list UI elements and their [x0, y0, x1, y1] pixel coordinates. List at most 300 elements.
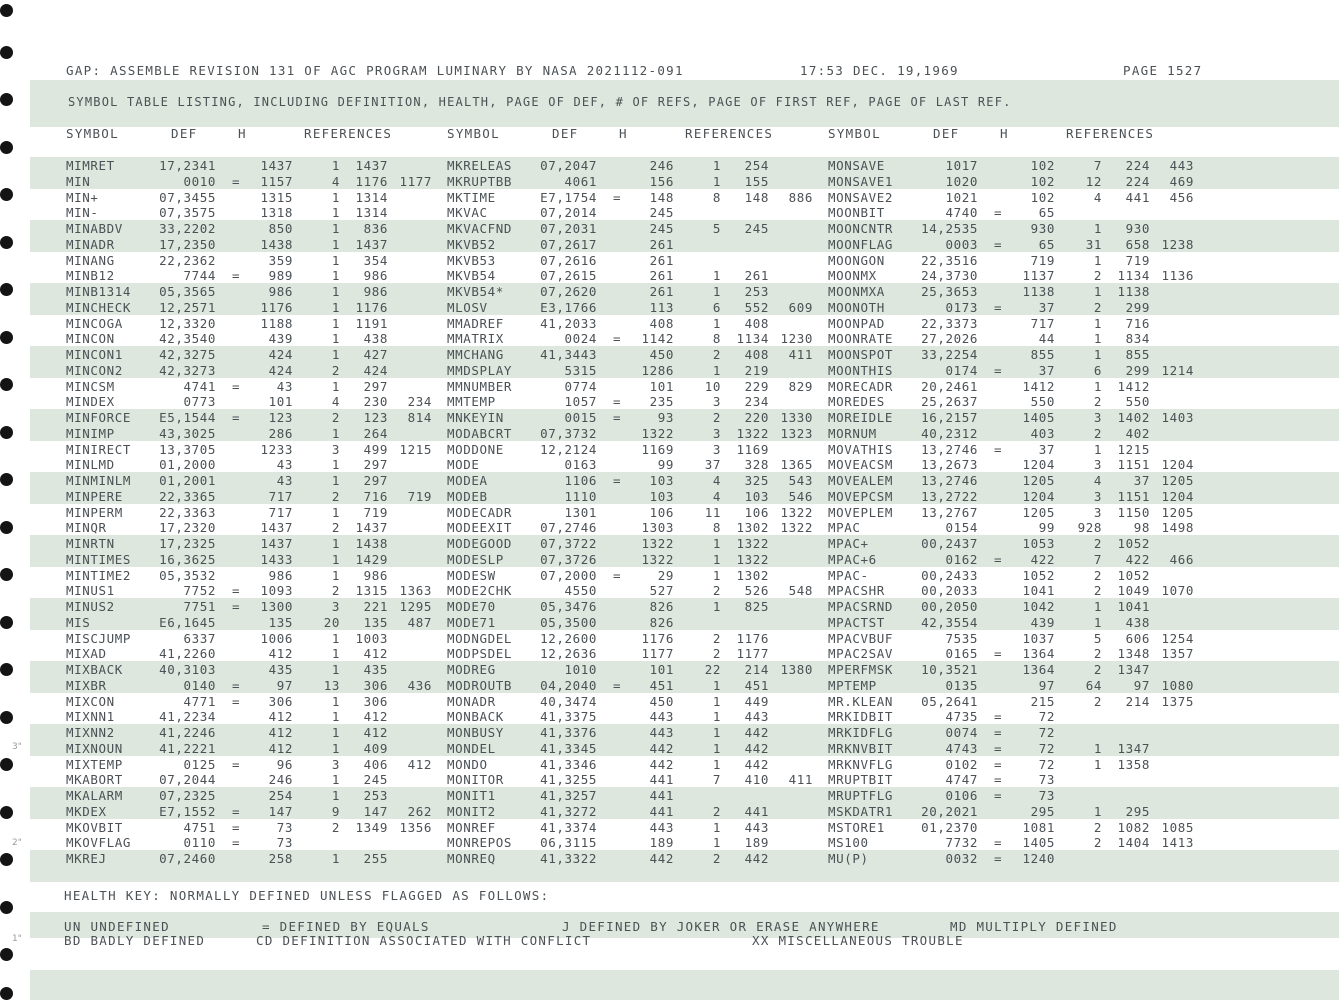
- first-ref-cell: [725, 615, 769, 630]
- definition-cell: 33,2254: [921, 347, 978, 362]
- first-ref-cell: 408: [744, 347, 769, 362]
- symbol-cell: MODROUTB: [447, 677, 513, 693]
- page-title: GAP: ASSEMBLE REVISION 131 OF AGC PROGRAM LUMINARY BY NASA 2021112-091: [66, 63, 684, 78]
- first-ref-cell: 328: [744, 457, 769, 473]
- health-cell: [994, 347, 1008, 362]
- symbol-cell: MONADR: [447, 693, 496, 709]
- definition-cell: 05,3476: [540, 599, 597, 614]
- ref-count-cell: 2: [1093, 567, 1102, 583]
- health-cell: [613, 741, 627, 756]
- first-ref-cell: 1176: [355, 299, 388, 315]
- ref-count-cell: 2: [1093, 299, 1102, 315]
- feed-hole-icon: [0, 331, 13, 344]
- first-ref-cell: 1314: [355, 189, 388, 205]
- last-ref-cell: 1375: [1161, 693, 1194, 709]
- def-column-header: DEF: [933, 126, 960, 141]
- health-cell: [613, 174, 627, 189]
- symbol-cell: MPAC+: [828, 536, 869, 551]
- symbol-cell: MINCON1: [66, 347, 123, 362]
- ref-count-cell: 11: [704, 504, 721, 520]
- definition-cell: 0106: [945, 788, 978, 803]
- health-key-un: UN UNDEFINED: [64, 919, 170, 934]
- last-ref-cell: [1152, 221, 1194, 236]
- first-ref-cell: 299: [1125, 299, 1150, 315]
- def-page-cell: 189: [649, 835, 674, 851]
- last-ref-cell: 814: [407, 410, 432, 425]
- symbol-cell: MODEB: [447, 488, 488, 504]
- first-ref-cell: 224: [1125, 158, 1150, 173]
- def-page-cell: 72: [1038, 756, 1055, 772]
- symbol-cell: MPTEMP: [828, 677, 877, 693]
- ref-count-cell: 1: [331, 473, 340, 488]
- symbol-cell: MIXTEMP: [66, 756, 123, 772]
- health-cell: [994, 489, 1008, 504]
- ref-count-cell: 1: [712, 740, 721, 756]
- first-ref-cell: 1134: [1117, 268, 1150, 284]
- references-column-header: REFERENCES: [304, 126, 393, 141]
- first-ref-cell: 834: [1125, 331, 1150, 347]
- def-page-cell: 1188: [260, 315, 293, 331]
- definition-cell: 22,2362: [159, 252, 216, 268]
- health-key-bd: BD BADLY DEFINED: [64, 933, 206, 948]
- def-page-cell: 1204: [1022, 457, 1055, 473]
- first-ref-cell: 37: [1133, 473, 1150, 488]
- health-cell: =: [994, 835, 1003, 851]
- first-ref-cell: 1215: [1117, 441, 1150, 457]
- symbol-cell: MINCON: [66, 331, 115, 347]
- last-ref-cell: [390, 221, 432, 236]
- def-page-cell: 215: [1030, 693, 1055, 709]
- def-page-cell: 254: [268, 788, 293, 803]
- last-ref-cell: [390, 536, 432, 551]
- symbol-cell: MKVB54: [447, 268, 496, 284]
- listing-subtitle: SYMBOL TABLE LISTING, INCLUDING DEFINITION, HEALTH, PAGE OF DEF, # OF REFS, PAGE OF FIRST REF, PAGE OF LAST REF.: [68, 95, 1012, 109]
- first-ref-cell: 716: [363, 488, 388, 504]
- health-cell: [232, 725, 246, 740]
- definition-cell: 7535: [945, 630, 978, 646]
- def-page-cell: 1364: [1022, 662, 1055, 677]
- last-ref-cell: 262: [407, 803, 432, 819]
- symbol-column-header: SYMBOL: [828, 126, 881, 141]
- health-cell: =: [994, 362, 1003, 378]
- definition-cell: 1021: [945, 189, 978, 205]
- first-ref-cell: 412: [363, 646, 388, 662]
- definition-cell: 0162: [945, 551, 978, 567]
- health-cell: [613, 694, 627, 709]
- health-key-eq: = DEFINED BY EQUALS: [262, 919, 430, 934]
- ref-count-cell: 3: [1093, 457, 1102, 473]
- def-page-cell: 72: [1038, 725, 1055, 740]
- last-ref-cell: 234: [407, 394, 432, 410]
- first-ref-cell: 306: [363, 677, 388, 693]
- def-page-cell: 1081: [1022, 819, 1055, 835]
- health-cell: [232, 316, 246, 331]
- last-ref-cell: [390, 347, 432, 362]
- symbol-cell: MRKIDFLG: [828, 725, 894, 740]
- last-ref-cell: [390, 457, 432, 472]
- health-cell: [994, 457, 1008, 472]
- ref-count-cell: 64: [1085, 677, 1102, 693]
- def-page-cell: 99: [657, 457, 674, 473]
- health-cell: [994, 410, 1008, 425]
- ref-count-cell: 1: [331, 740, 340, 756]
- feed-hole-icon: [0, 616, 13, 629]
- symbol-cell: MKRUPTBB: [447, 173, 513, 189]
- symbol-cell: MONREPOS: [447, 835, 513, 851]
- health-cell: =: [232, 756, 241, 772]
- symbol-cell: MPAC+6: [828, 551, 877, 567]
- last-ref-cell: [390, 284, 432, 299]
- symbol-cell: MINCSM: [66, 378, 115, 394]
- last-ref-cell: [390, 694, 432, 709]
- definition-cell: 1020: [945, 173, 978, 189]
- def-page-cell: 989: [268, 268, 293, 284]
- last-ref-cell: [771, 709, 813, 724]
- ref-count-cell: 2: [1093, 268, 1102, 284]
- health-cell: [994, 331, 1008, 346]
- first-ref-cell: 1049: [1117, 583, 1150, 599]
- definition-cell: 0174: [945, 362, 978, 378]
- def-page-cell: 443: [649, 819, 674, 835]
- first-ref-cell: 148: [744, 189, 769, 205]
- first-ref-cell: 406: [363, 756, 388, 772]
- ref-count-cell: 2: [1093, 662, 1102, 677]
- definition-cell: 0003: [945, 236, 978, 252]
- health-cell: [994, 662, 1008, 677]
- symbol-cell: MIXNOUN: [66, 740, 123, 756]
- last-ref-cell: 1204: [1161, 488, 1194, 504]
- first-ref-cell: 1437: [355, 236, 388, 252]
- def-page-cell: 147: [268, 803, 293, 819]
- first-ref-cell: 1347: [1117, 740, 1150, 756]
- health-key-j: J DEFINED BY JOKER OR ERASE ANYWHERE: [562, 919, 880, 934]
- ref-count-cell: 3: [712, 441, 721, 457]
- health-cell: [994, 678, 1008, 693]
- ref-count-cell: 9: [331, 803, 340, 819]
- ref-count-cell: 2: [1093, 819, 1102, 835]
- health-cell: [232, 788, 246, 803]
- definition-cell: 05,3500: [540, 614, 597, 630]
- definition-cell: 4735: [945, 709, 978, 725]
- definition-cell: 07,3732: [540, 425, 597, 441]
- health-cell: [232, 536, 246, 551]
- health-cell: =: [232, 693, 241, 709]
- def-page-cell: 295: [1030, 803, 1055, 819]
- health-cell: [232, 646, 246, 661]
- ref-count-cell: 2: [331, 488, 340, 504]
- definition-cell: 5315: [564, 362, 597, 378]
- def-page-cell: 1438: [260, 236, 293, 252]
- health-cell: [613, 520, 627, 535]
- symbol-cell: MONBUSY: [447, 725, 504, 740]
- symbol-cell: MISCJUMP: [66, 630, 132, 646]
- definition-cell: 07,2031: [540, 221, 597, 236]
- symbol-cell: MIXNN1: [66, 709, 115, 725]
- definition-cell: 1301: [564, 504, 597, 520]
- def-page-cell: 245: [649, 205, 674, 221]
- last-ref-cell: 1254: [1161, 630, 1194, 646]
- symbol-cell: MKALARM: [66, 788, 123, 803]
- first-ref-cell: 1322: [736, 551, 769, 567]
- def-page-cell: 101: [649, 378, 674, 394]
- definition-cell: E5,1544: [159, 410, 216, 425]
- definition-cell: 25,2637: [921, 394, 978, 410]
- last-ref-cell: 466: [1169, 551, 1194, 567]
- symbol-cell: MMCHANG: [447, 347, 504, 362]
- ref-count-cell: 13: [323, 677, 340, 693]
- health-cell: [994, 316, 1008, 331]
- health-cell: =: [232, 835, 241, 851]
- last-ref-cell: [390, 646, 432, 661]
- last-ref-cell: 411: [788, 772, 813, 788]
- ref-count-cell: 2: [1093, 646, 1102, 662]
- definition-cell: 24,3730: [921, 268, 978, 284]
- symbol-cell: MKABORT: [66, 772, 123, 788]
- feed-hole-icon: [0, 378, 13, 391]
- def-page-cell: 1176: [260, 299, 293, 315]
- last-ref-cell: 436: [407, 677, 432, 693]
- first-ref-cell: 220: [744, 410, 769, 425]
- symbol-cell: MINLMD: [66, 457, 115, 473]
- health-cell: [613, 347, 627, 362]
- def-page-cell: 306: [268, 693, 293, 709]
- health-cell: [994, 615, 1008, 630]
- symbol-cell: MODREG: [447, 662, 496, 677]
- health-cell: [613, 221, 627, 236]
- last-ref-cell: 1363: [399, 583, 432, 599]
- health-cell: [232, 347, 246, 362]
- ref-count-cell: 1: [331, 788, 340, 803]
- health-cell: =: [994, 740, 1003, 756]
- last-ref-cell: 411: [788, 347, 813, 362]
- ref-count-cell: 3: [712, 425, 721, 441]
- definition-cell: 41,3345: [540, 740, 597, 756]
- last-ref-cell: 548: [788, 583, 813, 599]
- ref-count-cell: 10: [704, 378, 721, 394]
- def-page-cell: 245: [649, 221, 674, 236]
- symbol-cell: MONDEL: [447, 740, 496, 756]
- first-ref-cell: 550: [1125, 394, 1150, 410]
- def-page-cell: 258: [268, 851, 293, 866]
- ref-count-cell: [304, 835, 340, 850]
- ref-count-cell: 1: [712, 362, 721, 378]
- first-ref-cell: 1052: [1117, 567, 1150, 583]
- definition-cell: 12,2124: [540, 441, 597, 457]
- feed-hole-icon: [0, 568, 13, 581]
- def-page-cell: 1093: [260, 583, 293, 599]
- health-cell: [994, 379, 1008, 394]
- health-cell: [994, 221, 1008, 236]
- definition-cell: 0032: [945, 851, 978, 866]
- definition-cell: 40,3474: [540, 693, 597, 709]
- definition-cell: 07,3722: [540, 536, 597, 551]
- symbol-cell: MINIRECT: [66, 441, 132, 457]
- health-cell: [994, 583, 1008, 598]
- def-page-cell: 412: [268, 709, 293, 725]
- ref-count-cell: 1: [331, 221, 340, 236]
- definition-cell: 13,3705: [159, 441, 216, 457]
- ref-count-cell: [685, 788, 721, 803]
- definition-cell: 41,2221: [159, 740, 216, 756]
- definition-cell: 6337: [183, 630, 216, 646]
- ref-count-cell: 7: [1093, 158, 1102, 173]
- definition-cell: 41,2246: [159, 725, 216, 740]
- definition-cell: 1010: [564, 662, 597, 677]
- def-page-cell: 550: [1030, 394, 1055, 410]
- last-ref-cell: [1152, 804, 1194, 819]
- symbol-cell: MONIT1: [447, 788, 496, 803]
- ref-count-cell: 3: [331, 599, 340, 614]
- last-ref-cell: [390, 473, 432, 488]
- symbol-cell: MONITOR: [447, 772, 504, 788]
- last-ref-cell: 443: [1169, 158, 1194, 173]
- last-ref-cell: [1152, 709, 1194, 724]
- definition-cell: 41,3375: [540, 709, 597, 725]
- ref-count-cell: 1: [712, 835, 721, 851]
- def-page-cell: 65: [1038, 236, 1055, 252]
- first-ref-cell: 438: [1125, 614, 1150, 630]
- definition-cell: 07,2000: [540, 567, 597, 583]
- def-page-cell: 1137: [1022, 268, 1055, 284]
- last-ref-cell: 1323: [780, 425, 813, 441]
- last-ref-cell: 609: [788, 299, 813, 315]
- feed-hole-icon: [0, 901, 13, 914]
- last-ref-cell: [771, 394, 813, 409]
- def-page-cell: 412: [268, 646, 293, 662]
- health-cell: [994, 536, 1008, 551]
- def-page-cell: 1169: [641, 441, 674, 457]
- ref-count-cell: 2: [1093, 394, 1102, 410]
- symbol-cell: MIXBACK: [66, 662, 123, 677]
- last-ref-cell: [1152, 599, 1194, 614]
- health-cell: =: [232, 803, 241, 819]
- ref-count-cell: [1066, 709, 1102, 724]
- first-ref-cell: 606: [1125, 630, 1150, 646]
- def-page-cell: 1364: [1022, 646, 1055, 662]
- feed-hole-icon: [0, 188, 13, 201]
- definition-cell: 41,3346: [540, 756, 597, 772]
- ref-count-cell: 22: [704, 662, 721, 677]
- def-page-cell: 442: [649, 756, 674, 772]
- last-ref-cell: [1152, 757, 1194, 772]
- health-cell: [232, 237, 246, 252]
- first-ref-cell: 123: [363, 410, 388, 425]
- last-ref-cell: 1365: [780, 457, 813, 473]
- health-column-header: H: [1000, 126, 1009, 141]
- health-cell: [232, 741, 246, 756]
- symbol-cell: MPERFMSK: [828, 662, 894, 677]
- def-page-cell: 442: [649, 851, 674, 866]
- first-ref-cell: 1151: [1117, 457, 1150, 473]
- health-cell: [613, 253, 627, 268]
- symbol-cell: MINB1314: [66, 284, 132, 299]
- definition-cell: 05,2641: [921, 693, 978, 709]
- symbol-cell: MKOVFLAG: [66, 835, 132, 851]
- ref-count-cell: 4: [712, 473, 721, 488]
- ref-count-cell: [1066, 851, 1102, 866]
- first-ref-cell: 224: [1125, 173, 1150, 189]
- def-page-cell: 850: [268, 221, 293, 236]
- ref-count-cell: 1: [712, 551, 721, 567]
- ref-count-cell: 2: [331, 583, 340, 599]
- symbol-cell: MINUS2: [66, 599, 115, 614]
- last-ref-cell: 1322: [780, 520, 813, 536]
- definition-cell: 1106: [564, 473, 597, 488]
- first-ref-cell: 147: [363, 803, 388, 819]
- def-page-cell: 1322: [641, 536, 674, 551]
- health-column-header: H: [238, 126, 247, 141]
- ref-count-cell: 2: [1093, 583, 1102, 599]
- health-cell: [232, 520, 246, 535]
- first-ref-cell: 1315: [355, 583, 388, 599]
- def-page-cell: 97: [1038, 677, 1055, 693]
- ref-count-cell: 2: [331, 819, 340, 835]
- def-page-cell: 1437: [260, 520, 293, 536]
- health-cell: [613, 284, 627, 299]
- health-cell: =: [994, 551, 1003, 567]
- first-ref-cell: 836: [363, 221, 388, 236]
- health-column-header: H: [619, 126, 628, 141]
- health-cell: [613, 205, 627, 220]
- def-page-cell: 986: [268, 284, 293, 299]
- ref-count-cell: 3: [1093, 488, 1102, 504]
- first-ref-cell: 1438: [355, 536, 388, 551]
- definition-cell: 4061: [564, 173, 597, 189]
- first-ref-cell: 103: [744, 488, 769, 504]
- first-ref-cell: [725, 237, 769, 252]
- definition-cell: 1110: [564, 488, 597, 504]
- first-ref-cell: [725, 205, 769, 220]
- last-ref-cell: [771, 284, 813, 299]
- definition-cell: 0135: [945, 677, 978, 693]
- ref-count-cell: 2: [331, 520, 340, 536]
- symbol-cell: MRKNVFLG: [828, 756, 894, 772]
- symbol-cell: MOVEPCSM: [828, 488, 894, 504]
- health-cell: [994, 394, 1008, 409]
- first-ref-cell: [1106, 851, 1150, 866]
- ref-count-cell: 31: [1085, 236, 1102, 252]
- first-ref-cell: 189: [744, 835, 769, 851]
- symbol-cell: MMADREF: [447, 315, 504, 331]
- first-ref-cell: 253: [363, 788, 388, 803]
- health-cell: [613, 709, 627, 724]
- first-ref-cell: 451: [744, 677, 769, 693]
- health-cell: [232, 772, 246, 787]
- symbol-cell: MMTEMP: [447, 394, 496, 410]
- first-ref-cell: 552: [744, 299, 769, 315]
- ref-count-cell: 3: [1093, 504, 1102, 520]
- ref-count-cell: 1: [712, 709, 721, 725]
- definition-cell: 0774: [564, 378, 597, 394]
- def-column-header: DEF: [552, 126, 579, 141]
- last-ref-cell: 1070: [1161, 583, 1194, 599]
- last-ref-cell: 1177: [399, 173, 432, 189]
- def-page-cell: 123: [268, 410, 293, 425]
- health-cell: =: [232, 677, 241, 693]
- definition-cell: 07,2044: [159, 772, 216, 788]
- last-ref-cell: [390, 851, 432, 866]
- last-ref-cell: 1403: [1161, 410, 1194, 425]
- symbol-cell: MRUPTBIT: [828, 772, 894, 788]
- definition-cell: 07,2615: [540, 268, 597, 284]
- ref-count-cell: 1: [331, 536, 340, 551]
- definition-cell: 40,3103: [159, 662, 216, 677]
- definition-cell: 33,2202: [159, 221, 216, 236]
- last-ref-cell: 1230: [780, 331, 813, 347]
- ref-count-cell: 7: [1093, 551, 1102, 567]
- last-ref-cell: 829: [788, 378, 813, 394]
- definition-cell: 13,2767: [921, 504, 978, 520]
